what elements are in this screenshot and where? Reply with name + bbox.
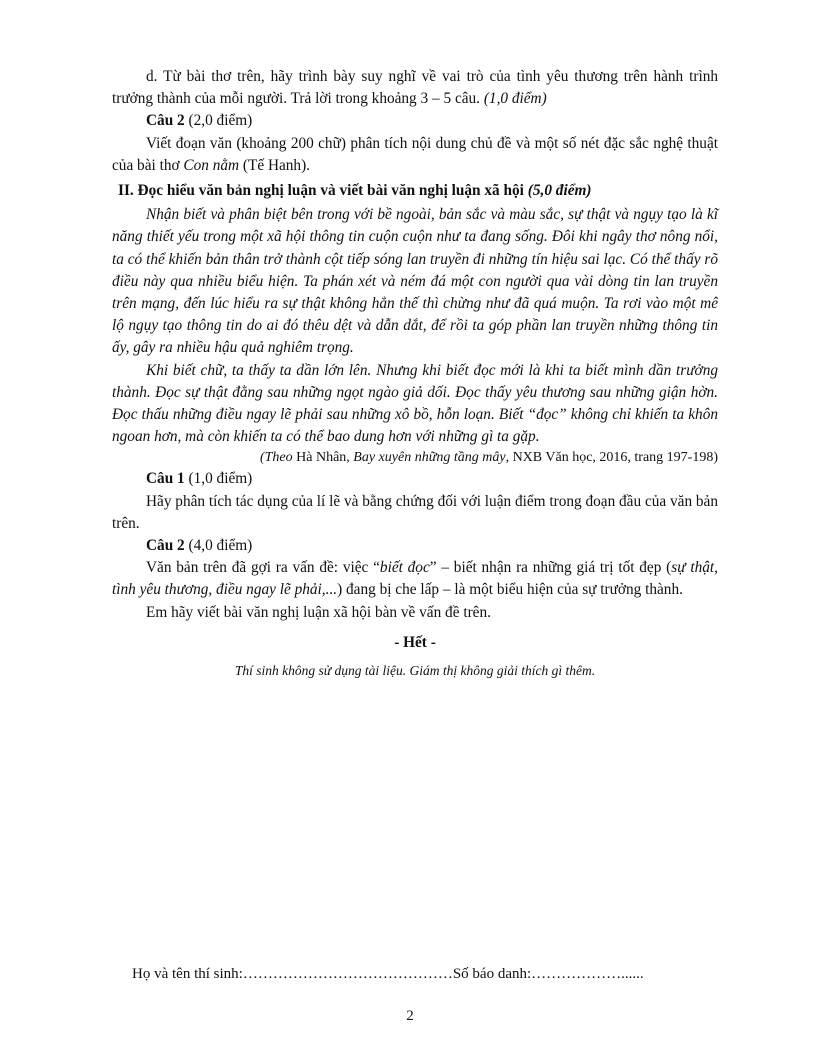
part2-cau2-title bbox=[112, 535, 718, 557]
part2-cau2-task: Em hãy viết bài văn nghị luận xã hội bàn về vấn đề trên. bbox=[146, 603, 491, 621]
part1-cau2-label: Câu 2 bbox=[146, 112, 185, 130]
section-score: (5,0 điểm) bbox=[527, 182, 592, 200]
part2-cau1-body: Hãy phân tích tác dụng của lí lẽ và bằng chứng đối với luận điểm trong đoạn đầu của văn bản trên. bbox=[112, 492, 718, 532]
part2-cau2-label: Câu 2 bbox=[146, 537, 185, 555]
part2-cau1-title bbox=[112, 468, 718, 490]
passage-paragraph-2: Khi biết chữ, ta thấy ta dần lớn lên. Nhưng khi biết đọc mới là khi ta biết mình dần trưởng thành. Đọc sự thật đằng sau những ngọt ngào giả dối. Đọc thấy yêu thương sau những giận hờn. Đọc thấu những điều ngay lẽ phải sau những xô bồ, hỗn loạn. Biết “đọc” không chỉ khiến ta khôn ngoan hơn, mà còn khiến ta có thể bao dung hơn với những gì ta gặp. bbox=[112, 361, 718, 446]
part2-cau2-score: (4,0 điểm) bbox=[188, 537, 253, 555]
source-book: Bay xuyên những tầng mây bbox=[353, 450, 506, 466]
question-d bbox=[112, 66, 718, 110]
section-title: II. Đọc hiểu văn bản nghị luận và viết bài văn nghị luận xã hội bbox=[118, 182, 524, 200]
part1-cau2-text-end: (Tế Hanh). bbox=[239, 156, 310, 174]
cau2-text-5: ) đang bị che lấp – là một biểu hiện của sự trưởng thành. bbox=[337, 581, 683, 599]
exam-note: Thí sinh không sử dụng tài liệu. Giám thị không giải thích gì thêm. bbox=[234, 663, 596, 679]
source-author: Hà Nhân, bbox=[292, 450, 354, 466]
part2-cau1-score: (1,0 điểm) bbox=[188, 470, 253, 488]
part2-cau1-label: Câu 1 bbox=[146, 470, 185, 488]
part2-cau2-body bbox=[112, 557, 718, 601]
question-d-text: d. Từ bài thơ trên, hãy trình bày suy nghĩ về vai trò của tình yêu thương trên hành trình trưởng thành của mỗi người. Trả lời trong khoảng 3 – 5 câu. bbox=[112, 68, 718, 108]
candidate-info-line: Họ và tên thí sinh:……………………………………Số báo danh:………………...... bbox=[132, 966, 644, 982]
part1-cau2-score: (2,0 điểm) bbox=[188, 112, 253, 130]
question-d-score: (1,0 điểm) bbox=[483, 90, 547, 108]
page-number: 2 bbox=[406, 1008, 414, 1024]
reading-passage bbox=[112, 204, 718, 448]
part1-cau2-text: Viết đoạn văn (khoảng 200 chữ) phân tích nội dung chủ đề và một số nét đặc sắc nghệ thuật của bài thơ bbox=[112, 134, 718, 174]
cau2-text-3: ” – biết nhận ra những giá trị tốt đẹp ( bbox=[429, 559, 672, 577]
end-mark: - Hết - bbox=[394, 633, 436, 651]
passage-source bbox=[112, 448, 718, 468]
cau2-text-2: biết đọc bbox=[379, 559, 430, 577]
cau2-text-4: sự thật, tình yêu thương, điều ngay lẽ phải,... bbox=[112, 559, 718, 599]
source-publisher: , NXB Văn học, 2016, trang 197-198) bbox=[505, 450, 718, 466]
cau2-text-1: Văn bản trên đã gợi ra vấn đề: việc “ bbox=[146, 559, 380, 577]
part1-cau2-title bbox=[112, 110, 718, 132]
source-theo: (Theo bbox=[259, 450, 293, 466]
passage-paragraph-1: Nhận biết và phân biệt bên trong với bề ngoài, bản sắc và màu sắc, sự thật và ngụy tạo là kĩ năng thiết yếu trong một xã hội thông tin cuộn cuộn như ta đang sống. Đôi khi ngây thơ nông nổi, ta có thể khiến bản thân trở thành cột tiếp sóng lan truyền đi những tín hiệu sai lạc. Có thể thấy rõ điều này qua nhiều biểu hiện. Ta phán xét và ném đá một con người qua vài dòng tin lan truyền trên mạng, đến lúc hiểu ra sự thật không hẳn thế thì chừng như đã quá muộn. Ta rơi vào một mê lộ ngụy tạo thông tin do ai đó thêu dệt và dẫn dắt, để rồi ta góp phần lan truyền những thông tin ấy, gây ra nhiều hậu quả nghiêm trọng. bbox=[112, 206, 718, 357]
part1-cau2-body bbox=[112, 133, 718, 177]
poem-title: Con nằm bbox=[183, 156, 240, 174]
section-heading bbox=[118, 180, 718, 202]
page-content bbox=[112, 66, 718, 682]
